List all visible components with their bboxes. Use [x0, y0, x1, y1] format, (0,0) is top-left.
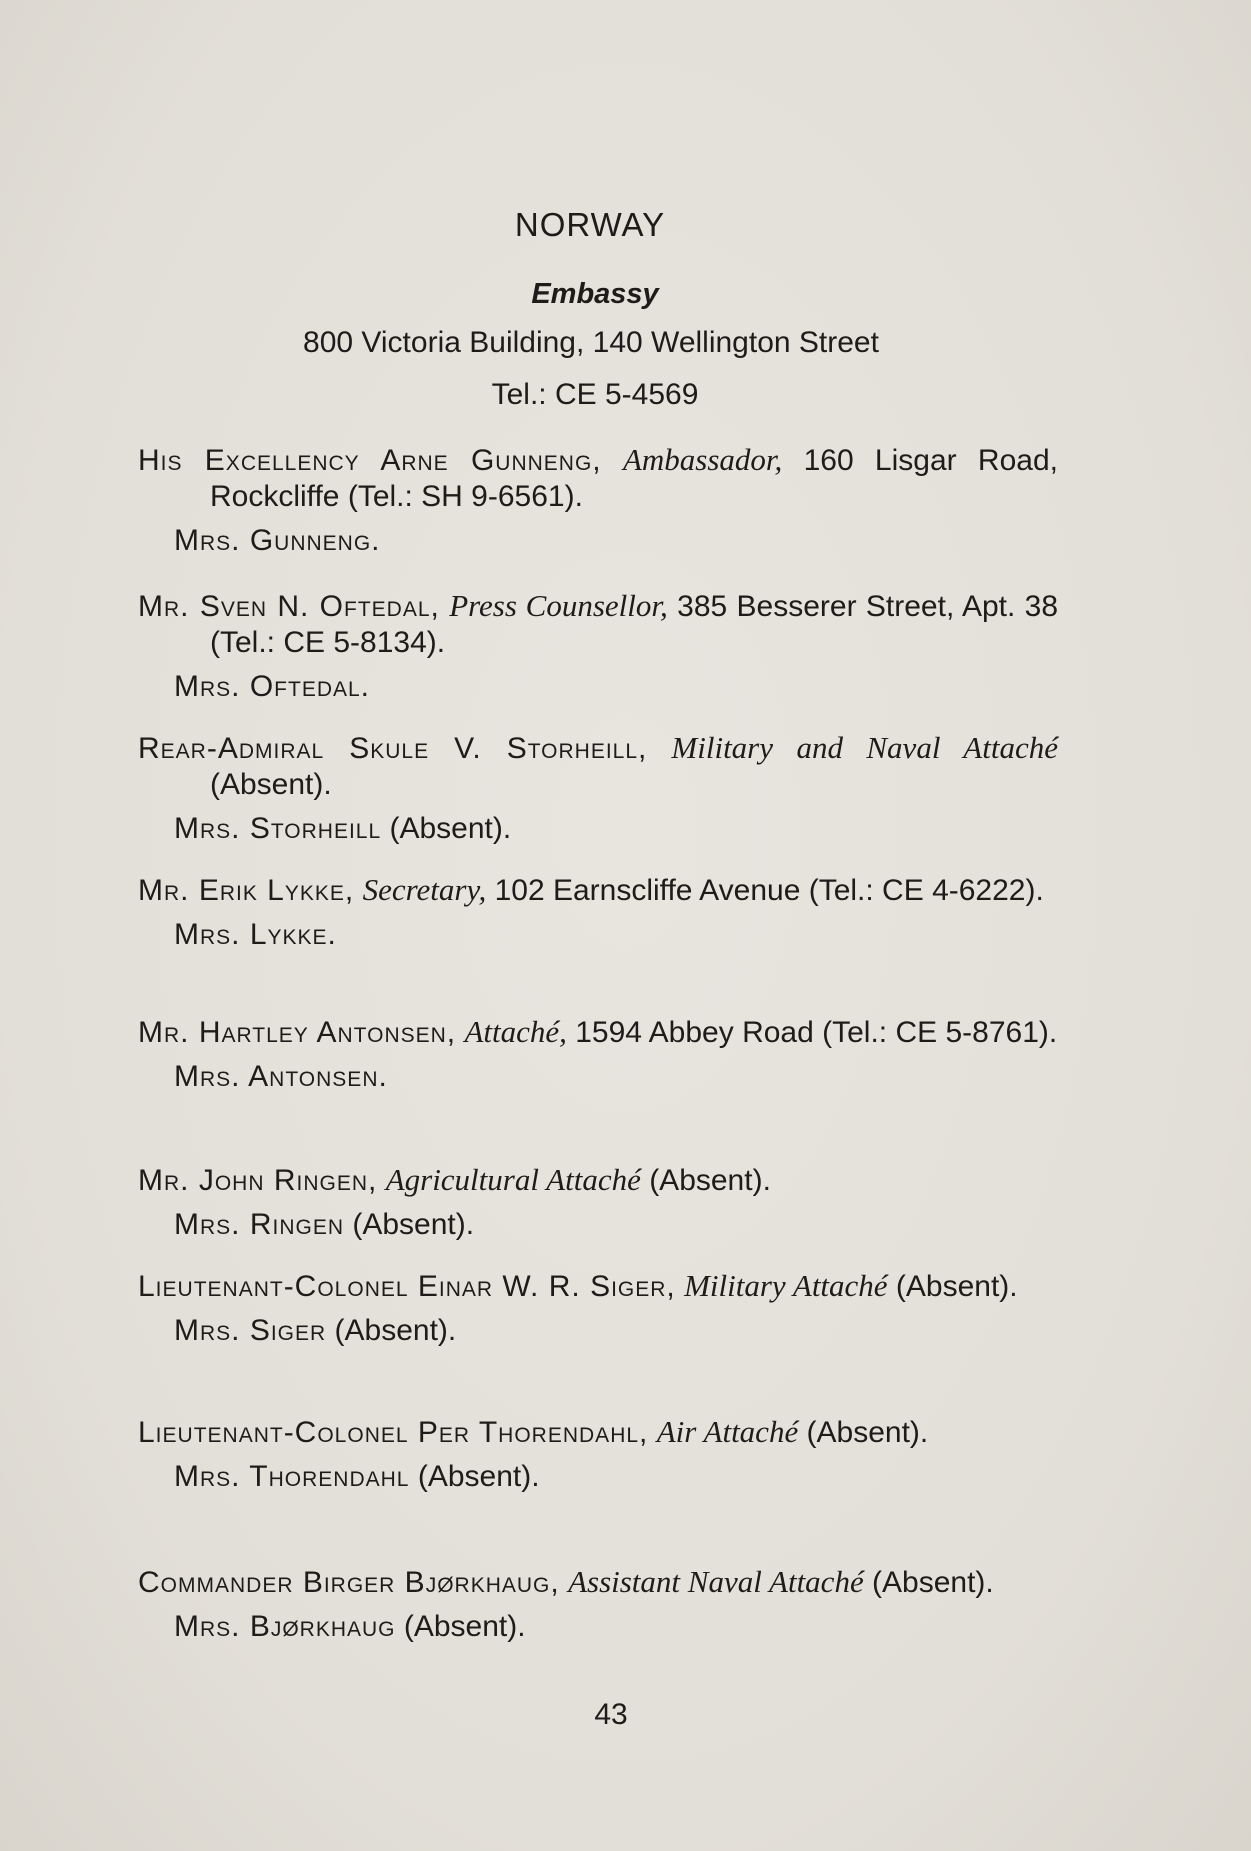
- diplomat-name: Lieutenant-Colonel Per Thorendahl,: [138, 1416, 649, 1449]
- spouse-name: Mrs. Oftedal.: [174, 670, 371, 703]
- diplomat-details: (Absent).: [895, 1270, 1018, 1303]
- diplomat-entry: [138, 1268, 1058, 1349]
- spouse-name: Mrs. Thorendahl: [174, 1460, 410, 1493]
- spouse-note: (Absent).: [334, 1314, 457, 1347]
- diplomat-name: Mr. John Ringen,: [138, 1164, 378, 1197]
- diplomat-name: Rear-Admiral Skule V. Storheill,: [138, 732, 648, 765]
- spouse-name: Mrs. Siger: [174, 1314, 327, 1347]
- spouse-name: Mrs. Storheill: [174, 812, 382, 845]
- diplomat-entry: [138, 1564, 1058, 1645]
- diplomat-details: (Absent).: [210, 768, 332, 801]
- spouse-name: Mrs. Ringen: [174, 1208, 345, 1241]
- spouse-note: (Absent).: [389, 812, 512, 845]
- diplomat-entry: [138, 872, 1058, 953]
- diplomat-entry: [138, 442, 1058, 559]
- diplomat-details: (Absent).: [806, 1416, 929, 1449]
- diplomat-details: 160 Lisgar Road, Rockcliffe (Tel.: SH 9-6561).: [210, 444, 1058, 513]
- diplomat-title: Assistant Naval Attaché: [568, 1564, 864, 1599]
- diplomat-name: Mr. Erik Lykke,: [138, 874, 355, 907]
- mission-type: Embassy: [531, 278, 659, 310]
- spouse-note: (Absent).: [352, 1208, 475, 1241]
- diplomat-details: 1594 Abbey Road (Tel.: CE 5-8761).: [575, 1016, 1058, 1049]
- diplomat-name: Commander Birger Bjørkhaug,: [138, 1566, 560, 1599]
- diplomat-title: Military Attaché: [684, 1268, 888, 1303]
- diplomat-name: Mr. Sven N. Oftedal,: [138, 590, 440, 623]
- spouse-name: Mrs. Gunneng.: [174, 524, 381, 557]
- diplomat-name: Lieutenant-Colonel Einar W. R. Siger,: [138, 1270, 676, 1303]
- diplomat-title: Ambassador,: [622, 442, 783, 477]
- diplomat-name: His Excellency Arne Gunneng,: [138, 444, 602, 477]
- spouse-name: Mrs. Antonsen.: [174, 1060, 388, 1093]
- diplomat-details: (Absent).: [872, 1566, 994, 1599]
- diplomat-title: Military and Naval Attaché: [671, 730, 1058, 765]
- diplomat-title: Air Attaché: [656, 1414, 799, 1449]
- diplomat-details: (Absent).: [649, 1164, 771, 1197]
- diplomat-entry: [138, 588, 1058, 705]
- diplomat-title: Secretary,: [362, 872, 487, 907]
- spouse-note: (Absent).: [417, 1460, 540, 1493]
- diplomat-entry: [138, 1414, 1058, 1495]
- diplomat-title: Agricultural Attaché: [385, 1162, 641, 1197]
- diplomat-title: Press Counsellor,: [449, 588, 668, 623]
- diplomat-entry: [138, 730, 1058, 847]
- country-heading: NORWAY: [514, 206, 666, 243]
- page-number: 43: [594, 1698, 628, 1731]
- diplomat-details: 385 Besserer Street, Apt. 38 (Tel.: CE 5-8134).: [210, 590, 1059, 659]
- embassy-address: 800 Victoria Building, 140 Wellington Street: [303, 326, 879, 359]
- spouse-name: Mrs. Lykke.: [174, 918, 337, 951]
- diplomat-title: Attaché,: [464, 1014, 567, 1049]
- spouse-note: (Absent).: [403, 1610, 526, 1643]
- diplomat-details: 102 Earnscliffe Avenue (Tel.: CE 4-6222).: [494, 874, 1044, 907]
- embassy-telephone: Tel.: CE 5-4569: [491, 378, 699, 411]
- diplomat-name: Mr. Hartley Antonsen,: [138, 1016, 457, 1049]
- diplomat-entry: [138, 1162, 1058, 1243]
- diplomat-entry: [138, 1014, 1058, 1095]
- spouse-name: Mrs. Bjørkhaug: [174, 1610, 396, 1643]
